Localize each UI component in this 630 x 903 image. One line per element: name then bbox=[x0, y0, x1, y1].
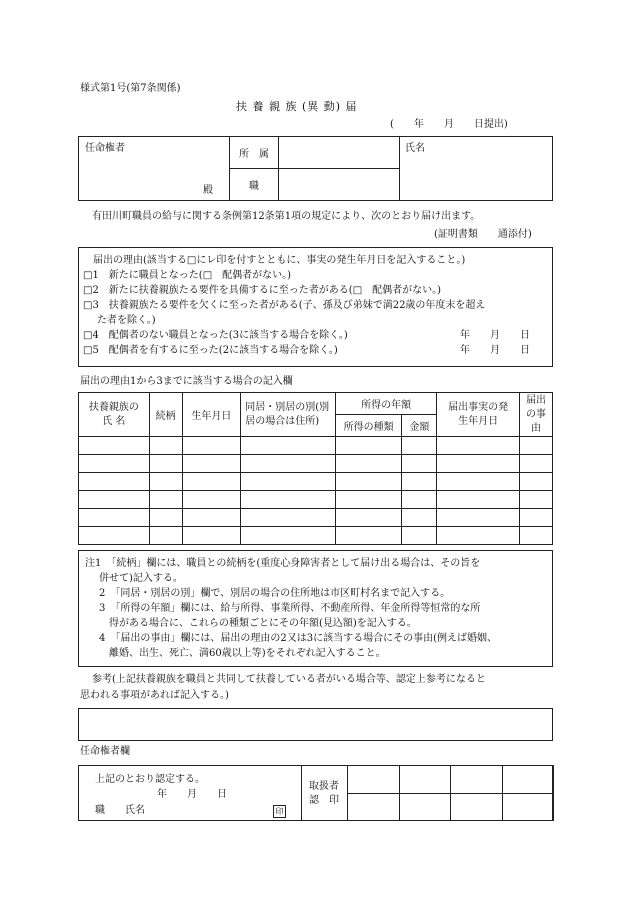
affiliation-label: 所 属 bbox=[239, 149, 269, 160]
reason-item-3[interactable]: □3 扶養親族たる要件を欠くに至った者がある(子、孫及び弟妹で満22歳の年度末を超え bbox=[83, 300, 486, 311]
table-cell[interactable] bbox=[241, 473, 336, 491]
cert-date: 年 月 日 bbox=[157, 789, 227, 800]
appointer-label: 任命権者 bbox=[85, 143, 125, 154]
table-cell[interactable] bbox=[79, 437, 150, 455]
table-cell[interactable] bbox=[335, 455, 402, 473]
name-label: 氏名 bbox=[405, 143, 425, 154]
table-cell[interactable] bbox=[79, 491, 150, 509]
table-cell[interactable] bbox=[520, 491, 553, 509]
col-reason-header bbox=[520, 393, 556, 437]
table-cell[interactable] bbox=[520, 455, 553, 473]
reference-line-2: 思われる事項があれば記入する。) bbox=[80, 690, 229, 701]
col-income-type-label: 所得の種類 bbox=[343, 422, 394, 433]
appointer-section-title: 任命権者欄 bbox=[80, 746, 130, 757]
table-cell[interactable] bbox=[335, 437, 402, 455]
form-title: 扶 養 親 族 (異 動) 届 bbox=[236, 100, 358, 113]
attachment-note: (証明書類 通添付) bbox=[434, 229, 532, 240]
table-cell[interactable] bbox=[79, 455, 150, 473]
reason-item-5-date: 年 月 日 bbox=[460, 345, 530, 356]
table-cell[interactable] bbox=[520, 509, 553, 527]
reason-item-4-text: □4 配偶者のない職員となった(3に該当する場合を除く。) bbox=[83, 330, 348, 341]
table-cell[interactable] bbox=[149, 509, 182, 527]
reason-item-4-date: 年 月 日 bbox=[460, 330, 530, 341]
table-cell[interactable] bbox=[241, 437, 336, 455]
table-row bbox=[79, 437, 553, 455]
table-cell[interactable] bbox=[182, 527, 241, 545]
table-cell[interactable] bbox=[402, 509, 437, 527]
table-cell[interactable] bbox=[520, 473, 553, 491]
entry-section-title: 届出の理由1から3までに該当する場合の記入欄 bbox=[80, 376, 293, 387]
handler-label-2: 認 印 bbox=[309, 795, 339, 806]
stamp-cell[interactable] bbox=[502, 766, 554, 794]
table-cell[interactable] bbox=[402, 437, 437, 455]
handler-label-1: 取扱者 bbox=[309, 781, 339, 792]
table-cell[interactable] bbox=[149, 527, 182, 545]
table-cell[interactable] bbox=[149, 437, 182, 455]
appointer-cell[interactable] bbox=[79, 137, 230, 201]
table-cell[interactable] bbox=[437, 473, 520, 491]
table-cell[interactable] bbox=[335, 509, 402, 527]
stamp-cell[interactable] bbox=[502, 793, 554, 821]
note-4-cont: 離婚、出生、死亡、満60歳以上等)をそれぞれ記入すること。 bbox=[109, 648, 386, 659]
certification-box bbox=[78, 765, 553, 821]
position-label-cell bbox=[230, 169, 279, 201]
table-cell[interactable] bbox=[149, 455, 182, 473]
stamp-cell[interactable] bbox=[348, 793, 400, 821]
stamp-grid bbox=[347, 765, 554, 821]
col-amount-header bbox=[402, 415, 437, 437]
note-2: 2 「同居・別居の別」欄で、別居の場合の住所地は市区町村名まで記入する。 bbox=[99, 588, 451, 599]
seal-icon: 印 bbox=[273, 805, 286, 818]
col-birth-label: 生年月日 bbox=[191, 411, 232, 422]
table-cell[interactable] bbox=[182, 455, 241, 473]
name-cell[interactable] bbox=[400, 137, 553, 201]
reference-input[interactable] bbox=[78, 708, 553, 741]
note-1: 注1 「続柄」欄には、職員との続柄を(重度心身障害者として届け出る場合は、その旨を bbox=[85, 558, 481, 569]
table-cell[interactable] bbox=[402, 455, 437, 473]
table-cell[interactable] bbox=[182, 509, 241, 527]
submit-date: ( 年 月 日提出) bbox=[390, 119, 508, 130]
position-input[interactable] bbox=[279, 169, 400, 201]
col-income-type-header bbox=[335, 415, 402, 437]
notes-box bbox=[78, 550, 553, 667]
stamp-cell[interactable] bbox=[451, 766, 503, 794]
table-cell[interactable] bbox=[402, 473, 437, 491]
intro-text: 有田川町職員の給与に関する条例第12条第1項の規定により、次のとおり届け出ます。 bbox=[92, 211, 481, 222]
table-cell[interactable] bbox=[437, 455, 520, 473]
table-cell[interactable] bbox=[79, 509, 150, 527]
col-name-label: 扶養親族の 氏 名 bbox=[88, 401, 139, 427]
col-amount-label: 金額 bbox=[409, 422, 430, 433]
table-cell[interactable] bbox=[520, 437, 553, 455]
stamp-cell[interactable] bbox=[399, 793, 451, 821]
reason-item-2[interactable]: □2 新たに扶養親族たる要件を具備するに至った者がある(□ 配偶者がない。) bbox=[83, 285, 442, 296]
reasons-header: 届出の理由(該当する□にレ印を付すとともに、事実の発生年月日を記入すること。) bbox=[93, 255, 466, 266]
table-cell[interactable] bbox=[335, 527, 402, 545]
col-fact-date-label: 届出事実の発生年月日 bbox=[448, 401, 509, 427]
table-cell[interactable] bbox=[182, 437, 241, 455]
stamp-cell[interactable] bbox=[399, 766, 451, 794]
note-4: 4 「届出の事由」欄には、届出の理由の2又は3に該当する場合にその事由(例えば婚姻、 bbox=[99, 633, 497, 644]
col-birth-header bbox=[182, 393, 241, 437]
reason-item-3-cont: た者を除く。) bbox=[97, 315, 156, 326]
table-row bbox=[79, 527, 553, 545]
table-cell[interactable] bbox=[437, 437, 520, 455]
table-cell[interactable] bbox=[79, 527, 150, 545]
col-residence-label: 同居・別居の別(別居の場合は住所) bbox=[245, 401, 330, 427]
affiliation-input[interactable] bbox=[279, 137, 400, 169]
stamp-cell[interactable] bbox=[451, 793, 503, 821]
entry-table bbox=[78, 392, 556, 545]
table-cell[interactable] bbox=[335, 491, 402, 509]
table-row bbox=[79, 455, 553, 473]
col-name-header bbox=[79, 393, 150, 437]
table-row bbox=[79, 509, 553, 527]
table-cell[interactable] bbox=[241, 527, 336, 545]
entry-rows bbox=[79, 437, 553, 545]
table-cell[interactable] bbox=[241, 455, 336, 473]
table-cell[interactable] bbox=[437, 527, 520, 545]
table-cell[interactable] bbox=[149, 473, 182, 491]
header-table bbox=[78, 136, 553, 201]
stamp-cell[interactable] bbox=[348, 766, 400, 794]
table-cell[interactable] bbox=[79, 473, 150, 491]
col-relation-label: 続柄 bbox=[155, 411, 176, 422]
reason-item-1[interactable]: □1 新たに職員となった(□ 配偶者がない。) bbox=[83, 270, 292, 281]
reason-item-5-text: □5 配偶者を有するに至った(2に該当する場合を除く。) bbox=[83, 345, 338, 356]
table-cell[interactable] bbox=[437, 509, 520, 527]
note-3: 3 「所得の年額」欄には、給与所得、事業所得、不動産所得、年金所得等恒常的な所 bbox=[99, 603, 481, 614]
table-cell[interactable] bbox=[437, 491, 520, 509]
form-number: 様式第1号(第7条関係) bbox=[80, 83, 181, 94]
sama-label: 殿 bbox=[203, 185, 213, 196]
note-3-cont: 得がある場合に、これらの種類ごとにその年額(見込額)を記入する。 bbox=[109, 618, 417, 629]
table-cell[interactable] bbox=[335, 473, 402, 491]
affiliation-label-cell bbox=[230, 137, 279, 169]
col-relation-header bbox=[149, 393, 182, 437]
col-residence-header bbox=[241, 393, 336, 437]
table-row bbox=[79, 491, 553, 509]
table-cell[interactable] bbox=[402, 491, 437, 509]
reasons-box bbox=[78, 247, 553, 367]
table-row bbox=[79, 473, 553, 491]
table-cell[interactable] bbox=[402, 527, 437, 545]
table-cell[interactable] bbox=[241, 491, 336, 509]
table-cell[interactable] bbox=[520, 527, 553, 545]
col-income-header bbox=[335, 393, 437, 415]
position-label: 職 bbox=[249, 181, 259, 192]
table-cell[interactable] bbox=[182, 473, 241, 491]
table-cell[interactable] bbox=[149, 491, 182, 509]
reference-line-1: 参考(上記扶養親族を職員と共同して扶養している者がいる場合等、認定上参考になると bbox=[92, 674, 486, 685]
note-1-cont: 併せて)記入する。 bbox=[99, 573, 183, 584]
cert-signer: 職 氏名 bbox=[95, 805, 145, 816]
col-fact-date-header bbox=[437, 393, 520, 437]
divider bbox=[301, 766, 302, 820]
cert-statement: 上記のとおり認定する。 bbox=[95, 774, 205, 785]
table-cell[interactable] bbox=[182, 491, 241, 509]
table-cell[interactable] bbox=[241, 509, 336, 527]
reason-item-4[interactable] bbox=[83, 328, 548, 343]
col-reason-label: 届出の事 由 bbox=[526, 394, 556, 434]
col-income-label: 所得の年額 bbox=[361, 400, 412, 411]
reason-item-5[interactable] bbox=[83, 343, 548, 358]
